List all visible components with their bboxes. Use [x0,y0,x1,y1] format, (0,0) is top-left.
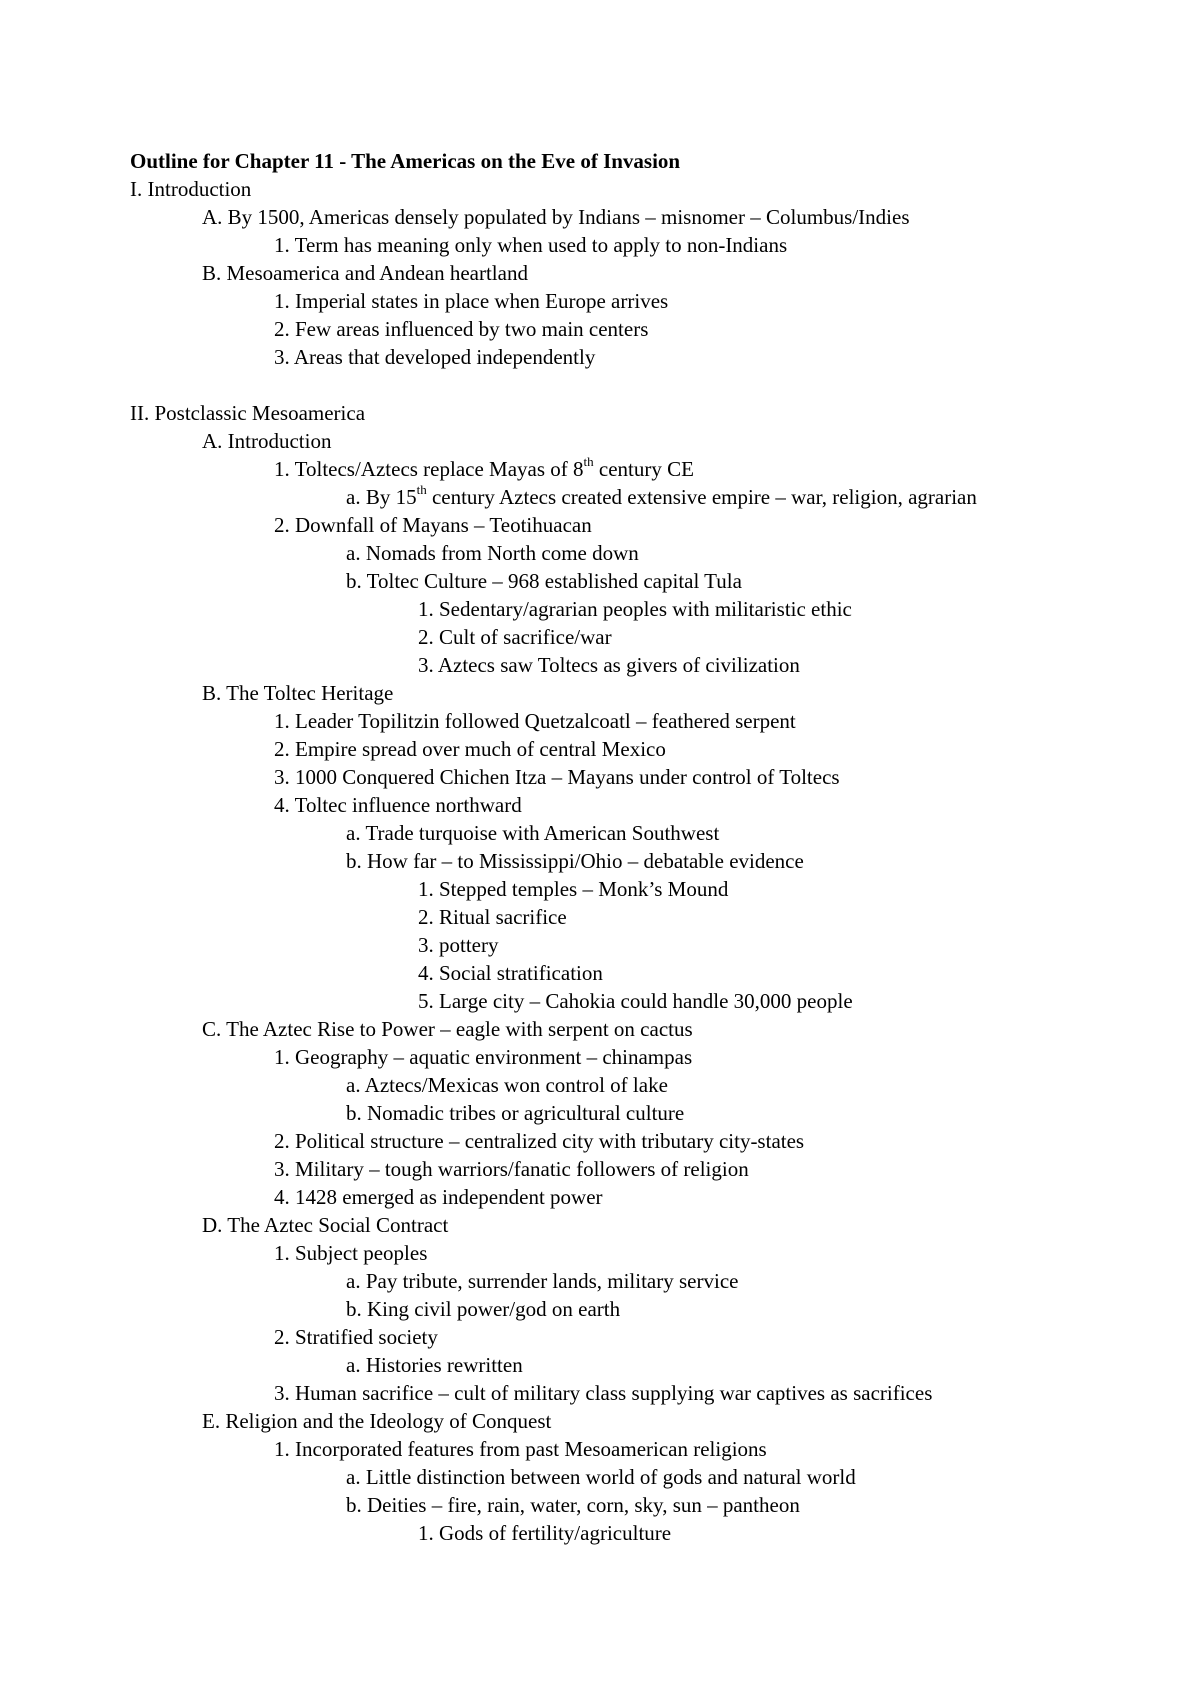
outline-item-level-1 [0,203,1200,231]
outline-item-text: B. The Toltec Heritage [202,681,394,705]
outline-item-level-3 [0,1295,1200,1323]
outline-item-text: 3. Human sacrifice – cult of military class supplying war captives as sacrifices [274,1381,933,1405]
outline-item-text: A. By 1500, Americas densely populated by Indians – misnomer – Columbus/Indies [202,205,910,229]
outline-item-text: 3. Aztecs saw Toltecs as givers of civilization [418,653,800,677]
outline-item-level-3 [0,483,1200,511]
outline-item-level-4 [0,959,1200,987]
outline-item-text: a. By 15 [346,485,417,509]
outline-item-text: 2. Empire spread over much of central Mexico [274,737,666,761]
outline-item-text: 4. Social stratification [418,961,603,985]
outline-item-level-2 [0,791,1200,819]
outline-item-text: 1. Subject peoples [274,1241,428,1265]
outline-item-text: 4. Toltec influence northward [274,793,522,817]
outline-item-level-2 [0,343,1200,371]
outline-item-level-3 [0,1267,1200,1295]
outline-item-text: 1. Geography – aquatic environment – chinampas [274,1045,693,1069]
outline-item-text: b. Nomadic tribes or agricultural culture [346,1101,685,1125]
outline-item-text: b. King civil power/god on earth [346,1297,621,1321]
outline-item-text: 2. Downfall of Mayans – Teotihuacan [274,513,592,537]
outline-item-text: 3. pottery [418,933,499,957]
outline-item-level-0 [0,175,1200,203]
outline-item-level-2 [0,511,1200,539]
outline-item-level-1 [0,1015,1200,1043]
outline-item-level-4 [0,875,1200,903]
outline-item-level-4 [0,987,1200,1015]
outline-item-level-3 [0,847,1200,875]
outline-item-text: 2. Cult of sacrifice/war [418,625,612,649]
outline-item-text: b. Deities – fire, rain, water, corn, sky, sun – pantheon [346,1493,800,1517]
outline-item-text: 1. Leader Topilitzin followed Quetzalcoatl – feathered serpent [274,709,796,733]
outline-item-text: 1. Gods of fertility/agriculture [418,1521,672,1545]
outline-item-level-2 [0,315,1200,343]
outline-item-text: D. The Aztec Social Contract [202,1213,449,1237]
outline-item-text: A. Introduction [202,429,332,453]
outline-item-text: b. Toltec Culture – 968 established capital Tula [346,569,742,593]
outline-item-level-1 [0,259,1200,287]
outline-item-level-4 [0,931,1200,959]
outline-item-level-2 [0,763,1200,791]
outline-item-text: 1. Term has meaning only when used to apply to non-Indians [274,233,788,257]
outline-item-level-4 [0,903,1200,931]
outline-item-level-3 [0,1351,1200,1379]
outline-item-text: a. Little distinction between world of gods and natural world [346,1465,856,1489]
outline-item-level-2 [0,1043,1200,1071]
outline-item-level-2 [0,1155,1200,1183]
outline-item-text: 2. Few areas influenced by two main centers [274,317,649,341]
outline-item-text: C. The Aztec Rise to Power – eagle with serpent on cactus [202,1017,693,1041]
outline-item-text: b. How far – to Mississippi/Ohio – debatable evidence [346,849,804,873]
outline-item-level-2 [0,231,1200,259]
outline-item-level-2 [0,1239,1200,1267]
outline-item-text: 2. Ritual sacrifice [418,905,567,929]
outline-item-level-2 [0,455,1200,483]
outline-item-text: E. Religion and the Ideology of Conquest [202,1409,552,1433]
outline-item-text: 1. Imperial states in place when Europe arrives [274,289,669,313]
outline-item-text: a. Trade turquoise with American Southwest [346,821,720,845]
outline-item-text: 1. Sedentary/agrarian peoples with militaristic ethic [418,597,852,621]
outline-item-level-2 [0,1323,1200,1351]
outline-item-level-2 [0,1435,1200,1463]
blank-line [0,371,1200,399]
outline-item-level-3 [0,1071,1200,1099]
outline-item-level-2 [0,1379,1200,1407]
outline-item-level-4 [0,595,1200,623]
outline-item-text: 4. 1428 emerged as independent power [274,1185,603,1209]
outline-item-level-3 [0,1491,1200,1519]
outline-item-level-4 [0,651,1200,679]
outline-item-text: 3. Areas that developed independently [274,345,596,369]
outline-item-level-2 [0,1183,1200,1211]
outline-item-level-0 [0,399,1200,427]
outline-item-level-3 [0,539,1200,567]
outline-item-text: I. Introduction [130,177,252,201]
outline-item-level-3 [0,1463,1200,1491]
outline [0,147,1200,1547]
outline-item-text: 1. Toltecs/Aztecs replace Mayas of 8 [274,457,584,481]
outline-item-text: a. Pay tribute, surrender lands, military service [346,1269,739,1293]
outline-item-level-4 [0,623,1200,651]
outline-item-text: a. Nomads from North come down [346,541,639,565]
ordinal-superscript: th [416,482,427,497]
outline-item-text: 1. Incorporated features from past Mesoamerican religions [274,1437,767,1461]
outline-item-text-continued: century CE [593,457,694,481]
outline-item-text-continued: century Aztecs created extensive empire – war, religion, agrarian [426,485,977,509]
outline-title: Outline for Chapter 11 - The Americas on the Eve of Invasion [130,149,681,173]
outline-item-level-3 [0,819,1200,847]
outline-item-level-3 [0,1099,1200,1127]
outline-item-level-1 [0,679,1200,707]
outline-item-level-2 [0,735,1200,763]
ordinal-superscript: th [583,454,594,469]
outline-item-level-2 [0,1127,1200,1155]
outline-item-text: a. Histories rewritten [346,1353,523,1377]
outline-item-text: 5. Large city – Cahokia could handle 30,000 people [418,989,853,1013]
outline-item-level-1 [0,427,1200,455]
outline-item-text: 3. 1000 Conquered Chichen Itza – Mayans under control of Toltecs [274,765,840,789]
outline-item-text: B. Mesoamerica and Andean heartland [202,261,528,285]
outline-item-level-2 [0,707,1200,735]
outline-item-level-2 [0,287,1200,315]
outline-item-text: a. Aztecs/Mexicas won control of lake [346,1073,668,1097]
outline-item-text: II. Postclassic Mesoamerica [130,401,366,425]
outline-item-level-1 [0,1211,1200,1239]
outline-item-text: 2. Stratified society [274,1325,438,1349]
outline-item-text: 3. Military – tough warriors/fanatic followers of religion [274,1157,749,1181]
outline-item-level-1 [0,1407,1200,1435]
outline-item-text: 1. Stepped temples – Monk’s Mound [418,877,729,901]
outline-item-text: 2. Political structure – centralized city with tributary city-states [274,1129,805,1153]
outline-item-level-3 [0,567,1200,595]
outline-item-level-4 [0,1519,1200,1547]
